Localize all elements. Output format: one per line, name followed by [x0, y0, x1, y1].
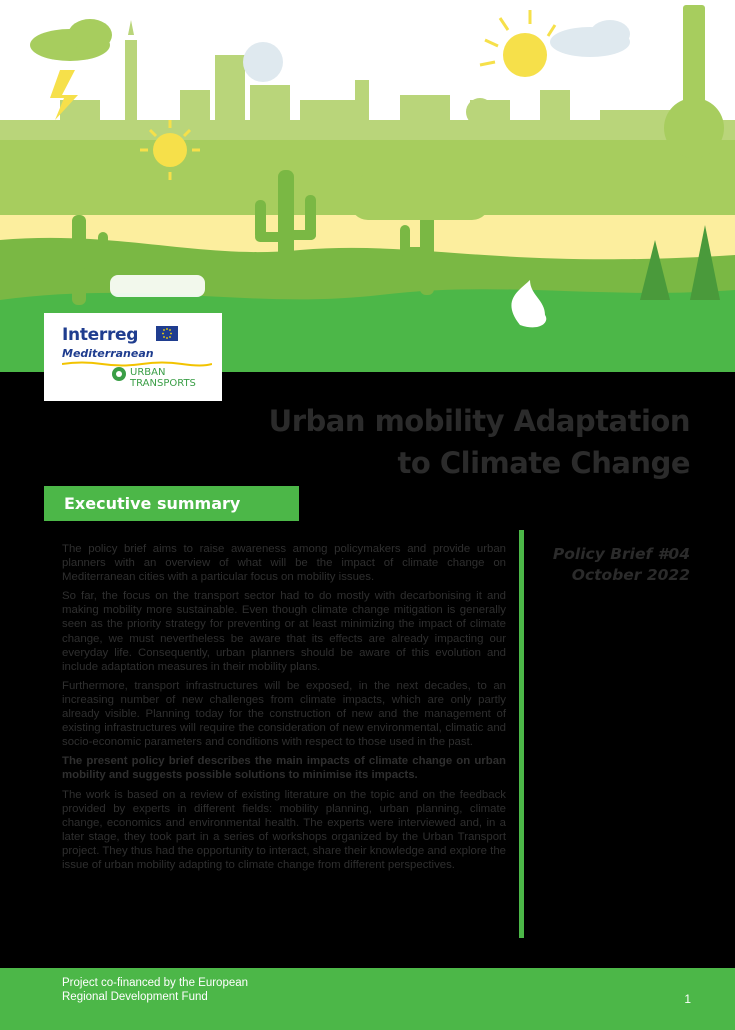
cofinancing-line1: Project co-financed by the European	[62, 977, 249, 989]
paragraph-highlight: The present policy brief describes the main impacts of climate change on urban mobility and suggests possible solutions to minimise its impacts.	[62, 755, 506, 782]
policy-brief-date: October 2022	[571, 566, 690, 584]
policy-brief-info	[520, 544, 690, 586]
interreg-wordmark: Interreg	[62, 325, 139, 345]
page-title	[220, 400, 690, 484]
executive-summary-heading: Executive summary	[44, 486, 299, 521]
vertical-divider	[519, 530, 524, 938]
urban-transports-logo-icon	[112, 367, 126, 381]
executive-summary-body	[62, 542, 506, 877]
cofinancing-line2: Regional Development Fund	[62, 991, 208, 1003]
footer	[0, 968, 735, 1030]
paragraph: Furthermore, transport infrastructures will be exposed, in the next decades, to an increasing number of new challenges from climate impacts, which are only partly already visible. Planning today for the construction of new and the management of existing infrastructures will require the consideration of new environmental, climatic and socio-economic parameters and conditions with respect to those used in the past.	[62, 679, 506, 749]
urban-transports-line1: URBAN	[130, 367, 166, 378]
paragraph: The policy brief aims to raise awareness among policymakers and provide urban planners with an overview of what will be the impact of climate change on Mediterranean cities with a particular focus on mobility issues.	[62, 543, 506, 584]
mediterranean-wordmark: Mediterranean	[62, 347, 154, 360]
title-line-1: Urban mobility Adaptation	[268, 404, 690, 438]
urban-transports-line2: TRANSPORTS	[130, 378, 196, 389]
policy-brief-number: Policy Brief #04	[552, 545, 690, 563]
interreg-logo-box	[44, 313, 222, 401]
page-number: 1	[684, 992, 691, 1006]
eu-flag-icon	[156, 326, 178, 341]
title-line-2: to Climate Change	[397, 446, 690, 480]
cofinancing-note	[62, 976, 322, 1004]
paragraph: So far, the focus on the transport sector had to do mostly with decarbonising it and making mobility more sustainable. Even though climate change mitigation is generally seen as the priority strategy for preventing or at least minimizing the impact of climate change, we must nevertheless be aware that its effects are already impacting our everyday life. Consequently, urban planners should be aware of this evolution and include adaptation measures in their mobility plans.	[62, 590, 506, 673]
paragraph: The work is based on a review of existing literature on the topic and on the feedback provided by experts in different fields: mobility planning, urban planning, climate change, economics and environmental health. The experts were interviewed and, in a later stage, they took part in a series of workshops organized by the Urban Transport project. They thus had the opportunity to interact, share their knowledge and explore the issue of urban mobility adapting to climate change from different perspectives.	[62, 788, 506, 871]
urban-transports-wordmark	[130, 367, 196, 389]
